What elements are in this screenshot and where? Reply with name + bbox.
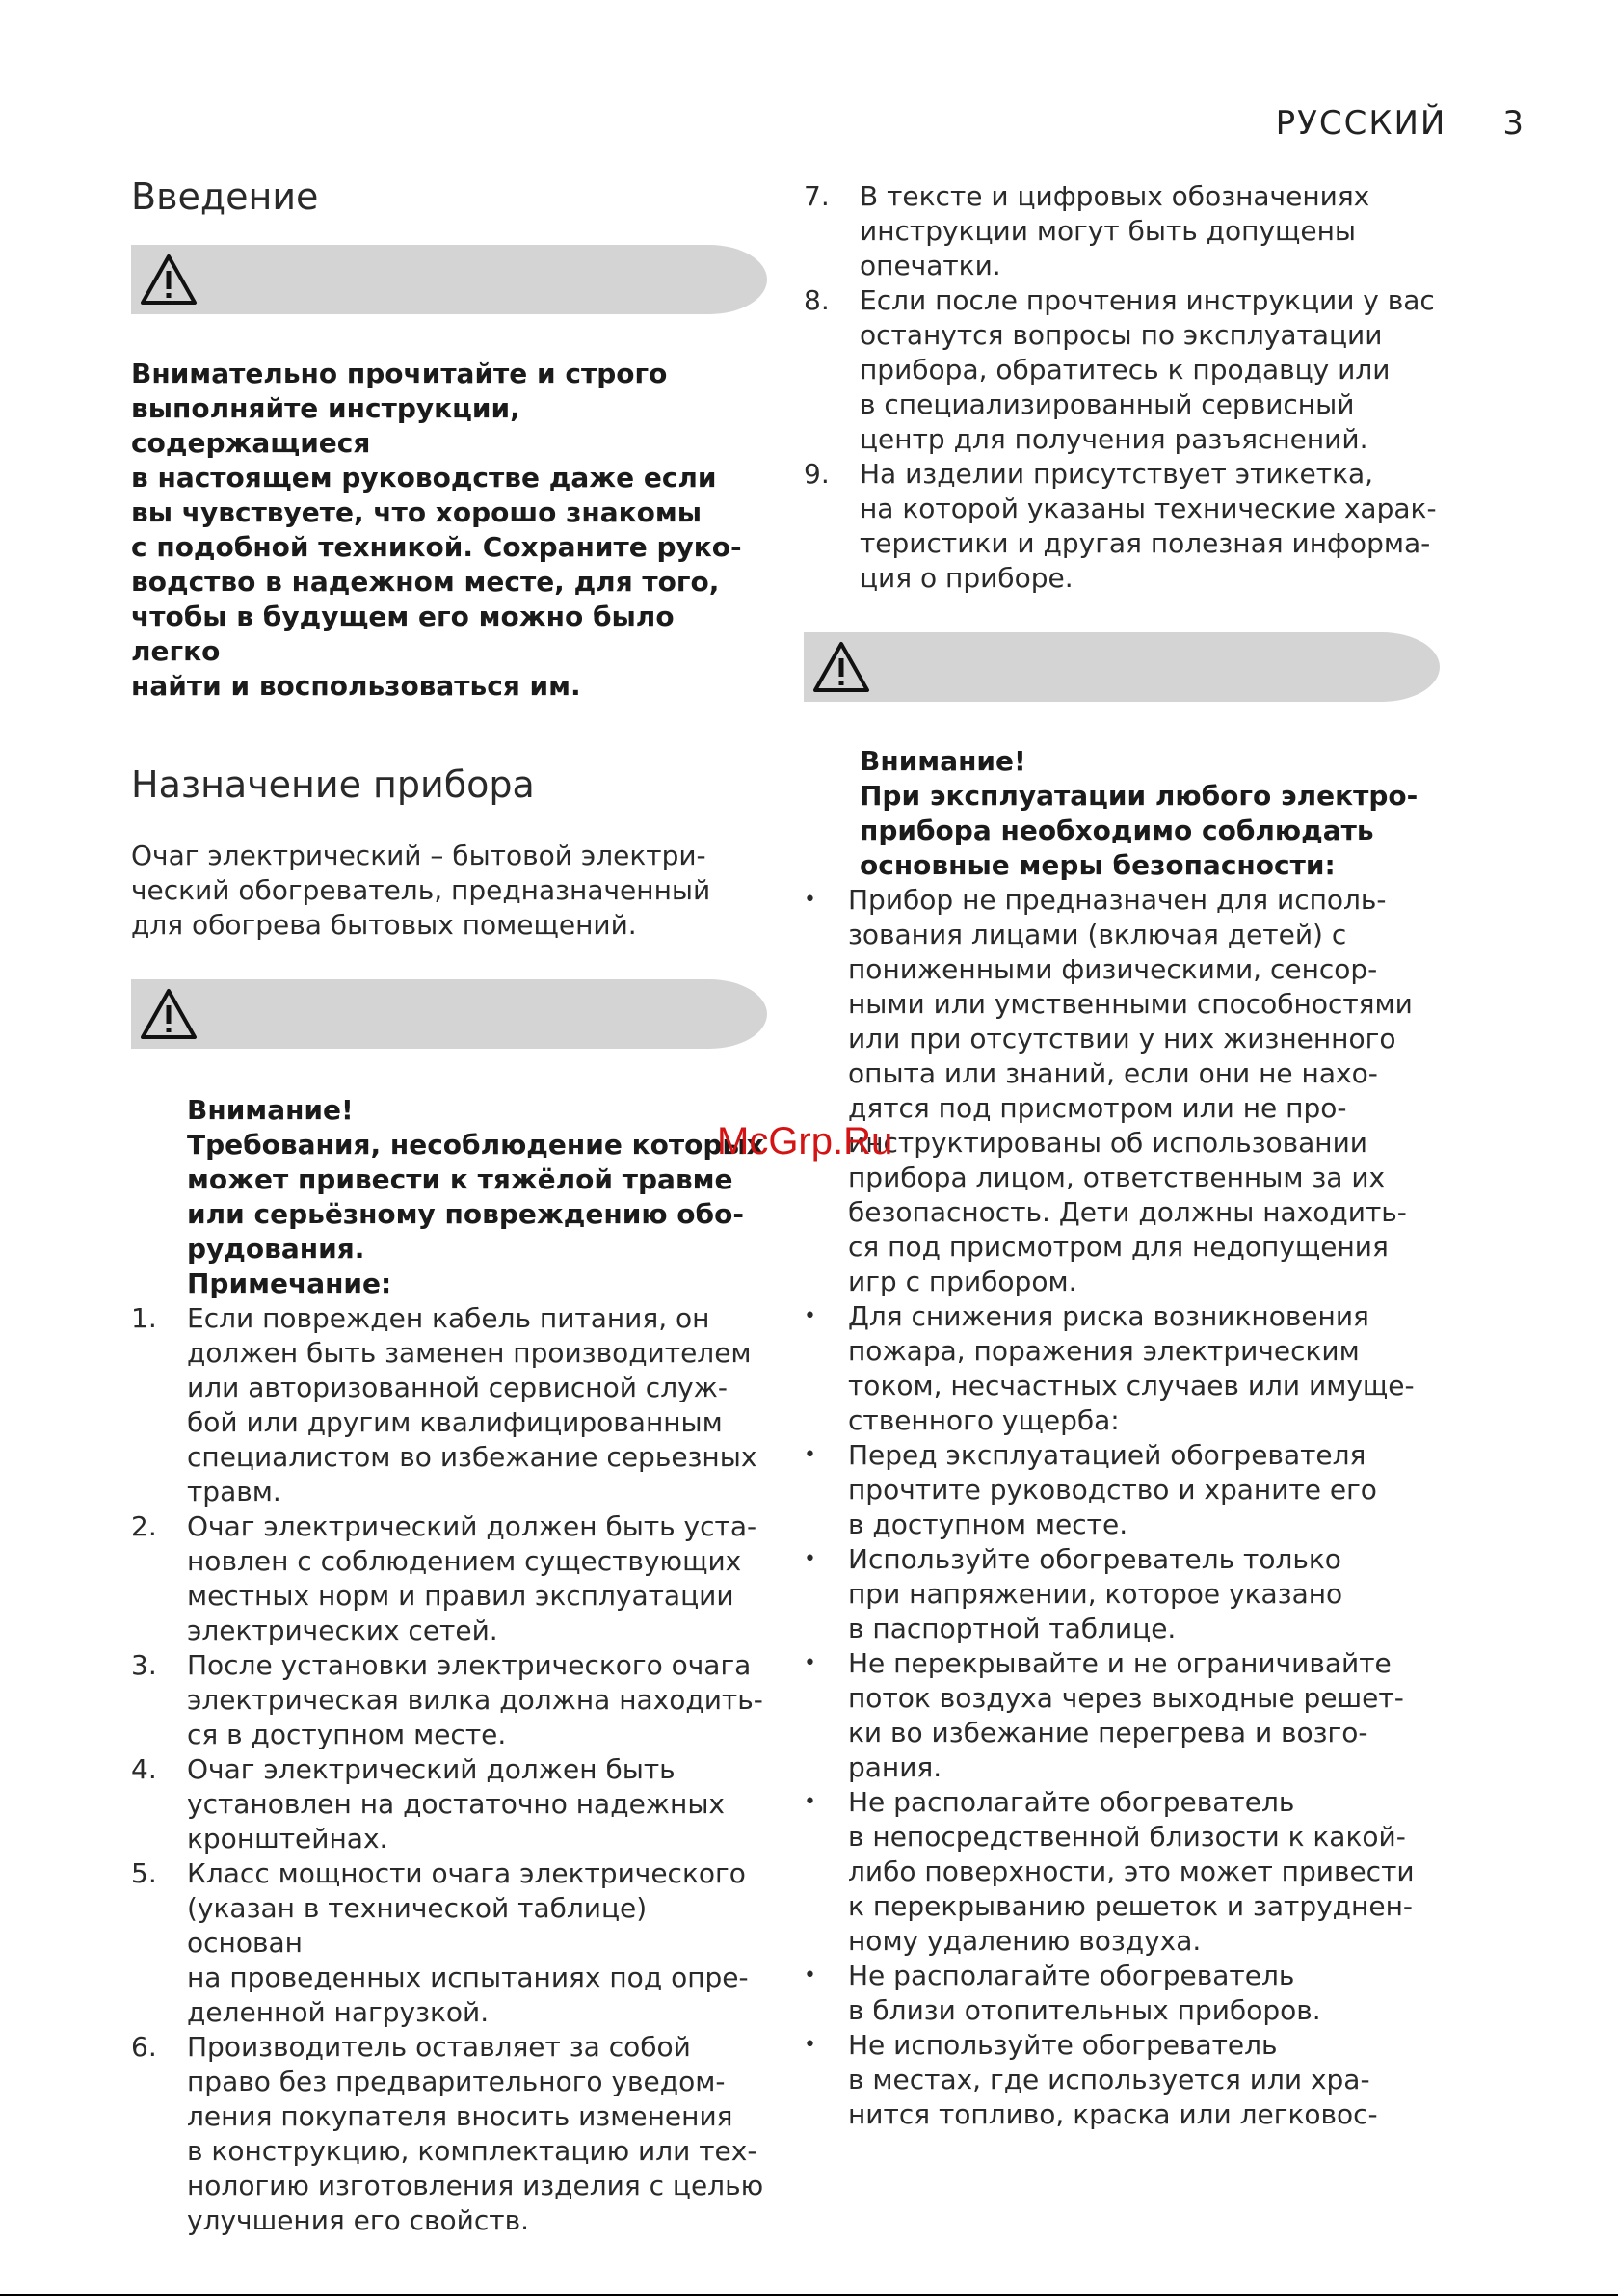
text-line: прибора необходимо соблюдать xyxy=(860,814,1374,846)
text-line: Перед эксплуатацией обогревателя xyxy=(848,1439,1366,1471)
text-line: Прибор не предназначен для исполь- xyxy=(848,884,1387,916)
text-line: в близи отопительных приборов. xyxy=(848,1994,1321,2026)
text-line: Для снижения риска возникновения xyxy=(848,1300,1369,1332)
text-line: бой или другим квалифицированным xyxy=(187,1406,723,1438)
text-line: или серьёзному повреждению обо- xyxy=(187,1198,744,1230)
bullet-item xyxy=(804,1959,1440,2028)
note-number: 4. xyxy=(131,1753,157,1785)
text-line: в настоящем руководстве даже если xyxy=(131,462,717,494)
bullet-item xyxy=(804,883,1440,1299)
text-line: рудования. xyxy=(187,1233,365,1265)
text-line: На изделии присутствует этикетка, xyxy=(860,458,1374,490)
text-line: Очаг электрический – бытовой электри- xyxy=(131,840,706,871)
text-line: новлен с соблюдением существующих xyxy=(187,1545,742,1577)
text-line: местных норм и правил эксплуатации xyxy=(187,1580,734,1612)
text-line: право без предварительного уведом- xyxy=(187,2066,726,2097)
bullet-dot: • xyxy=(804,1304,816,1328)
text-line: дятся под присмотром или не про- xyxy=(848,1092,1347,1124)
text-line: электрических сетей. xyxy=(187,1615,498,1646)
text-line: ному удалению воздуха. xyxy=(848,1925,1202,1957)
text-line: в доступном месте. xyxy=(848,1508,1128,1540)
text-line: улучшения его свойств. xyxy=(187,2204,529,2236)
text-line: ственного ущерба: xyxy=(848,1404,1120,1436)
text-line: прибора, обратитесь к продавцу или xyxy=(860,354,1391,386)
text-line: опечатки. xyxy=(860,250,1001,281)
text-line: на проведенных испытаниях под опре- xyxy=(187,1962,749,1993)
text-line: нологию изготовления изделия с целью xyxy=(187,2170,764,2202)
text-line: Не перекрывайте и не ограничивайте xyxy=(848,1647,1392,1679)
text-line: либо поверхности, это может привести xyxy=(848,1855,1415,1887)
text-line: прибора лицом, ответственным за их xyxy=(848,1161,1386,1193)
left-column xyxy=(131,172,767,2238)
text-line: в паспортной таблице. xyxy=(848,1613,1177,1644)
text-line: Если поврежден кабель питания, он xyxy=(187,1302,710,1334)
warning-triangle-icon xyxy=(139,253,199,307)
text-line: деленной нагрузкой. xyxy=(187,1996,490,2028)
text-line: вы чувствуете, что хорошо знакомы xyxy=(131,496,703,528)
text-line: Не используйте обогреватель xyxy=(848,2029,1278,2061)
text-line: Если после прочтения инструкции у вас xyxy=(860,284,1435,316)
note-item xyxy=(804,457,1440,596)
text-line: или при отсутствии у них жизненного xyxy=(848,1023,1396,1055)
text-line: Производитель оставляет за собой xyxy=(187,2031,691,2063)
note-item xyxy=(131,2030,767,2238)
bullet-item xyxy=(804,1785,1440,1959)
text-line: При эксплуатации любого электро- xyxy=(860,780,1419,812)
note-item xyxy=(131,1301,767,1509)
text-line: в непосредственной близости к какой- xyxy=(848,1821,1406,1853)
text-line: водство в надежном месте, для того, xyxy=(131,566,720,598)
note-number: 3. xyxy=(131,1649,157,1681)
note-number: 8. xyxy=(804,284,830,316)
text-line: поток воздуха через выходные решет- xyxy=(848,1682,1404,1714)
text-line: В тексте и цифровых обозначениях xyxy=(860,180,1370,212)
text-line: должен быть заменен производителем xyxy=(187,1337,752,1369)
text-line: на которой указаны технические харак- xyxy=(860,493,1437,524)
text-line: рания. xyxy=(848,1751,942,1783)
right-column xyxy=(804,179,1440,2132)
text-line: прочтите руководство и храните его xyxy=(848,1474,1377,1506)
text-line: Примечание: xyxy=(187,1268,392,1299)
text-line: инструкции могут быть допущены xyxy=(860,215,1357,247)
text-line: кронштейнах. xyxy=(187,1823,388,1855)
purpose-title: Назначение прибора xyxy=(131,763,535,806)
bullet-item xyxy=(804,1542,1440,1646)
text-line: центр для получения разъяснений. xyxy=(860,423,1368,455)
text-line: чтобы в будущем его можно было легко xyxy=(131,601,675,667)
note-item xyxy=(131,1752,767,1856)
bullet-dot: • xyxy=(804,1443,816,1467)
note-item xyxy=(131,1856,767,2030)
text-line: Не располагайте обогреватель xyxy=(848,1960,1295,1991)
text-line: пониженными физическими, сенсор- xyxy=(848,953,1378,985)
text-line: в конструкцию, комплектацию или тех- xyxy=(187,2135,757,2167)
text-line: останутся вопросы по эксплуатации xyxy=(860,319,1383,351)
page-number: 3 xyxy=(1502,104,1525,143)
text-line: Требования, несоблюдение которых xyxy=(187,1129,764,1161)
text-line: ческий обогреватель, предназначенный xyxy=(131,874,711,906)
watermark: McGrp.Ru xyxy=(717,1120,893,1162)
text-line: электрическая вилка должна находить- xyxy=(187,1684,763,1716)
note-number: 5. xyxy=(131,1857,157,1889)
bullet-dot: • xyxy=(804,888,816,912)
text-line: Внимание! xyxy=(860,745,1026,777)
text-line: ными или умственными способностями xyxy=(848,988,1413,1020)
text-line: при напряжении, которое указано xyxy=(848,1578,1343,1610)
warning-bar-intro xyxy=(131,245,767,314)
warning-triangle-icon xyxy=(811,640,871,694)
intro-warning-text xyxy=(131,357,767,704)
attention-text xyxy=(131,1093,767,1301)
warning-bar-safety xyxy=(804,632,1440,702)
bullet-dot: • xyxy=(804,1547,816,1571)
safety-heading xyxy=(804,744,1440,883)
text-line: выполняйте инструкции, содержащиеся xyxy=(131,392,520,459)
text-line: Используйте обогреватель только xyxy=(848,1543,1341,1575)
text-line: для обогрева бытовых помещений. xyxy=(131,909,637,941)
text-line: (указан в технической таблице) основан xyxy=(187,1892,648,1959)
text-line: Не располагайте обогреватель xyxy=(848,1786,1295,1818)
text-line: зования лицами (включая детей) с xyxy=(848,919,1347,950)
text-line: инструктированы об использовании xyxy=(848,1127,1367,1159)
text-line: опыта или знаний, если они не нахо- xyxy=(848,1057,1378,1089)
text-line: найти и воспользоваться им. xyxy=(131,670,581,702)
text-line: Внимание! xyxy=(187,1094,354,1126)
bullet-item xyxy=(804,2028,1440,2132)
safety-bullets xyxy=(804,883,1440,2132)
note-number: 6. xyxy=(131,2031,157,2063)
text-line: ся под присмотром для недопущения xyxy=(848,1231,1389,1263)
text-line: пожара, поражения электрическим xyxy=(848,1335,1360,1367)
note-item xyxy=(131,1648,767,1752)
notes-list-right xyxy=(804,179,1440,596)
note-number: 1. xyxy=(131,1302,157,1334)
text-line: Очаг электрический должен быть xyxy=(187,1753,676,1785)
bullet-item xyxy=(804,1646,1440,1785)
note-number: 9. xyxy=(804,458,830,490)
text-line: Очаг электрический должен быть уста- xyxy=(187,1510,757,1542)
note-item xyxy=(131,1509,767,1648)
text-line: установлен на достаточно надежных xyxy=(187,1788,726,1820)
purpose-text xyxy=(131,839,767,943)
bullet-dot: • xyxy=(804,1651,816,1675)
text-line: основные меры безопасности: xyxy=(860,849,1336,881)
note-item xyxy=(804,283,1440,457)
text-line: ления покупателя вносить изменения xyxy=(187,2100,733,2132)
text-line: током, несчастных случаев или имуще- xyxy=(848,1370,1415,1402)
text-line: в местах, где используется или хра- xyxy=(848,2064,1370,2096)
text-line: специалистом во избежание серьезных xyxy=(187,1441,757,1473)
text-line: или авторизованной сервисной служ- xyxy=(187,1372,728,1403)
page-header xyxy=(1276,104,1525,143)
text-line: ся в доступном месте. xyxy=(187,1719,507,1750)
warning-bar-attention xyxy=(131,979,767,1049)
text-line: безопасность. Дети должны находить- xyxy=(848,1196,1407,1228)
text-line: игр с прибором. xyxy=(848,1266,1077,1297)
text-line: ки во избежание перегрева и возго- xyxy=(848,1717,1368,1749)
language-label: РУССКИЙ xyxy=(1275,104,1447,143)
text-line: с подобной техникой. Сохраните руко- xyxy=(131,531,742,563)
bullet-item xyxy=(804,1438,1440,1542)
text-line: Внимательно прочитайте и строго xyxy=(131,358,668,389)
note-number: 7. xyxy=(804,180,830,212)
text-line: Класс мощности очага электрического xyxy=(187,1857,746,1889)
text-line: травм. xyxy=(187,1476,281,1508)
text-line: может привести к тяжёлой травме xyxy=(187,1163,733,1195)
note-item xyxy=(804,179,1440,283)
warning-triangle-icon xyxy=(139,987,199,1041)
note-number: 2. xyxy=(131,1510,157,1542)
text-line: теристики и другая полезная информа- xyxy=(860,527,1431,559)
notes-list-left xyxy=(131,1301,767,2238)
text-line: нится топливо, краска или легковос- xyxy=(848,2098,1378,2130)
bullet-dot: • xyxy=(804,2033,816,2057)
bullet-item xyxy=(804,1299,1440,1438)
bullet-dot: • xyxy=(804,1963,816,1988)
text-line: ция о приборе. xyxy=(860,562,1074,594)
text-line: в специализированный сервисный xyxy=(860,388,1355,420)
intro-title: Введение xyxy=(131,175,319,218)
text-line: После установки электрического очага xyxy=(187,1649,752,1681)
bullet-dot: • xyxy=(804,1790,816,1814)
text-line: к перекрыванию решеток и затруднен- xyxy=(848,1890,1413,1922)
